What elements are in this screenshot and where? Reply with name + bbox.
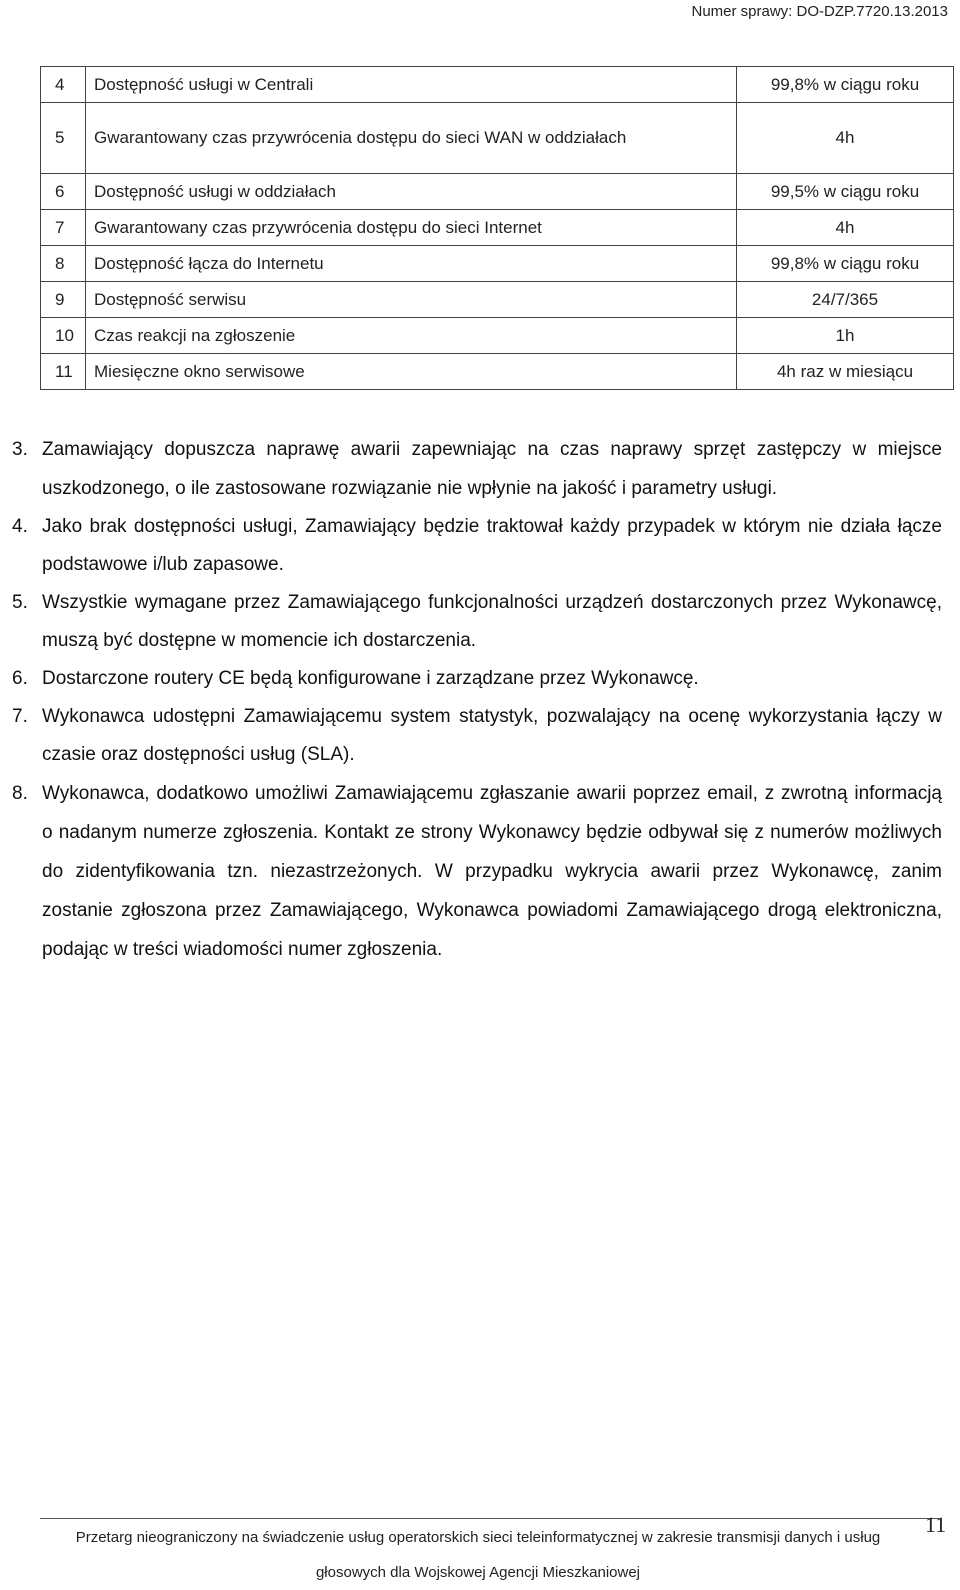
row-value: 4h raz w miesiącu bbox=[737, 354, 954, 390]
row-parameter: Dostępność łącza do Internetu bbox=[86, 246, 737, 282]
row-parameter: Dostępność serwisu bbox=[86, 282, 737, 318]
row-number: 9 bbox=[41, 282, 86, 318]
row-parameter: Dostępność usługi w oddziałach bbox=[86, 174, 737, 210]
clause-text: Zamawiający dopuszcza naprawę awarii zapewniając na czas naprawy sprzęt zastępczy w miejsce uszkodzonego, o ile zastosowane rozwiązanie nie wpłynie na jakość i parametry usługi. bbox=[42, 439, 942, 499]
row-parameter: Dostępność usługi w Centrali bbox=[86, 67, 737, 103]
row-value: 4h bbox=[737, 103, 954, 174]
footer-text bbox=[40, 1520, 916, 1590]
clause-text: Wykonawca, dodatkowo umożliwi Zamawiającemu zgłaszanie awarii poprzez email, z zwrotną informacją o nadanym numerze zgłoszenia. Kontakt ze strony Wykonawcy będzie odbywał się z numerów możliwych do zidentyfikowania tzn. niezastrzeżonych. W przypadku wykrycia awarii przez Wykonawcę, zanim zostanie zgłoszona przez Zamawiającego, Wykonawca powiadomi Zamawiającego drogą elektroniczna, podając w treści wiadomości numer zgłoszenia. bbox=[42, 783, 942, 960]
clause-number: 7. bbox=[12, 706, 28, 727]
row-number: 5 bbox=[41, 103, 86, 174]
row-parameter: Gwarantowany czas przywrócenia dostępu do sieci WAN w oddziałach bbox=[86, 103, 737, 174]
clause-item bbox=[12, 508, 942, 584]
table-row bbox=[41, 282, 954, 318]
row-value: 24/7/365 bbox=[737, 282, 954, 318]
row-value: 1h bbox=[737, 318, 954, 354]
row-parameter: Czas reakcji na zgłoszenie bbox=[86, 318, 737, 354]
clause-number: 6. bbox=[12, 668, 28, 689]
table-row bbox=[41, 67, 954, 103]
clause-list bbox=[12, 430, 942, 969]
case-number: Numer sprawy: DO-DZP.7720.13.2013 bbox=[691, 3, 948, 20]
clause-text: Wszystkie wymagane przez Zamawiającego funkcjonalności urządzeń dostarczonych przez Wykonawcę, muszą być dostępne w momencie ich dostarczenia. bbox=[42, 592, 942, 651]
table-row bbox=[41, 210, 954, 246]
table-row bbox=[41, 103, 954, 174]
sla-table bbox=[40, 66, 954, 390]
clause-item bbox=[12, 774, 942, 969]
clause-item bbox=[12, 430, 942, 508]
page-number: 11 bbox=[925, 1512, 947, 1537]
table-row bbox=[41, 174, 954, 210]
footer-divider bbox=[40, 1518, 940, 1519]
row-parameter: Miesięczne okno serwisowe bbox=[86, 354, 737, 390]
row-value: 4h bbox=[737, 210, 954, 246]
row-value: 99,5% w ciągu roku bbox=[737, 174, 954, 210]
clause-text: Wykonawca udostępni Zamawiającemu system statystyk, pozwalający na ocenę wykorzystania łączy w czasie oraz dostępności usług (SLA). bbox=[42, 706, 942, 765]
footer-line: głosowych dla Wojskowej Agencji Mieszkaniowej bbox=[315, 1564, 641, 1581]
clause-number: 5. bbox=[12, 592, 28, 613]
clause-number: 4. bbox=[12, 516, 28, 537]
row-value: 99,8% w ciągu roku bbox=[737, 67, 954, 103]
row-number: 11 bbox=[41, 354, 86, 390]
row-parameter: Gwarantowany czas przywrócenia dostępu do sieci Internet bbox=[86, 210, 737, 246]
footer-line: Przetarg nieograniczony na świadczenie usług operatorskich sieci teleinformatycznej w zakresie transmisji danych i usług bbox=[75, 1529, 881, 1546]
clause-number: 8. bbox=[12, 783, 28, 804]
row-number: 7 bbox=[41, 210, 86, 246]
row-value: 99,8% w ciągu roku bbox=[737, 246, 954, 282]
clause-item bbox=[12, 584, 942, 660]
table-row bbox=[41, 354, 954, 390]
clause-text: Dostarczone routery CE będą konfigurowane i zarządzane przez Wykonawcę. bbox=[42, 668, 699, 689]
table-row bbox=[41, 246, 954, 282]
clause-number: 3. bbox=[12, 439, 28, 460]
clause-text: Jako brak dostępności usługi, Zamawiający będzie traktował każdy przypadek w którym nie działa łącze podstawowe i/lub zapasowe. bbox=[42, 516, 942, 575]
row-number: 10 bbox=[41, 318, 86, 354]
row-number: 8 bbox=[41, 246, 86, 282]
clause-item bbox=[12, 660, 942, 698]
row-number: 6 bbox=[41, 174, 86, 210]
row-number: 4 bbox=[41, 67, 86, 103]
table-row bbox=[41, 318, 954, 354]
clause-item bbox=[12, 698, 942, 774]
